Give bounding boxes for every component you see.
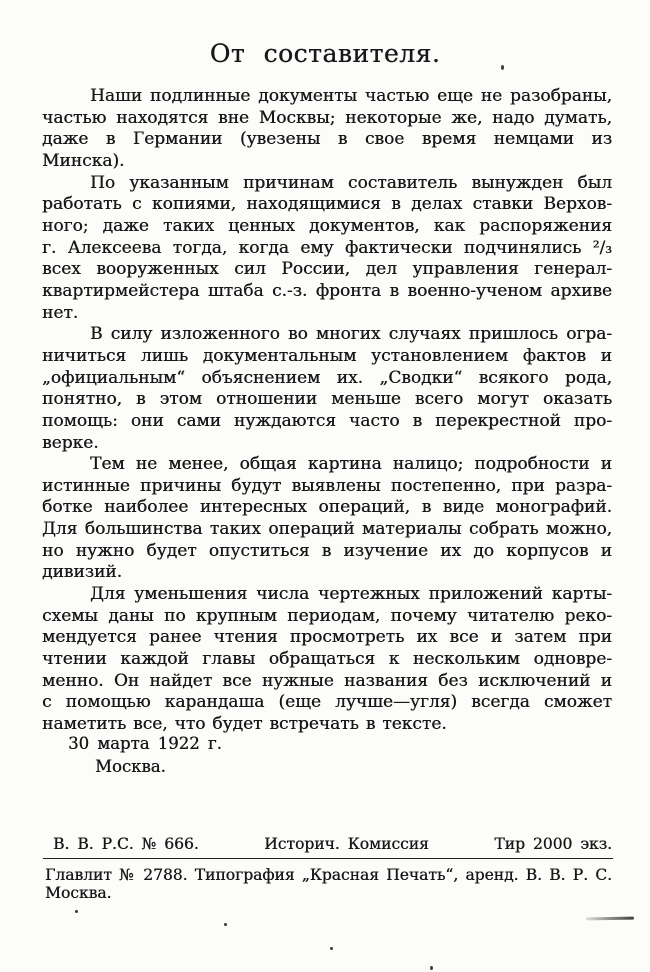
text-line: ничиться лишь документальным установлением фактов и xyxy=(42,345,612,366)
page-title: От составителя. xyxy=(209,39,441,68)
text-line: частью находятся вне Москвы; некоторые же, надо думать, xyxy=(42,107,612,128)
text-line: Тем не менее, общая картина налицо; подробности и xyxy=(90,454,612,475)
text-line: Для уменьшения числа чертежных приложений карты- xyxy=(90,584,612,605)
text-line: всех вооруженных сил России, дел управления генерал- xyxy=(42,259,612,280)
text-line: В силу изложенного во многих случаях пришлось огра- xyxy=(90,324,612,345)
paragraph xyxy=(42,324,612,454)
imprint-center: Историч. Комиссия xyxy=(264,835,429,853)
text-line: наметить все, что будет встречать в тексте. xyxy=(42,714,447,735)
date-block xyxy=(68,733,222,778)
text-line: дивизий. xyxy=(42,562,123,583)
text-line: верке. xyxy=(42,432,99,453)
text-line: ботке наиболее интересных операций, в виде монографий. xyxy=(42,497,612,518)
scan-speck xyxy=(501,65,504,70)
imprint-divider xyxy=(43,858,613,859)
paragraph xyxy=(42,86,612,173)
paragraph xyxy=(42,454,612,584)
text-line: чтении каждой главы обращаться к нескольким одновре- xyxy=(42,649,612,670)
scan-speck xyxy=(430,966,433,970)
text-line: работать с копиями, находящимися в делах ставки Верхов- xyxy=(42,194,612,215)
text-line: г. Алексеева тогда, когда ему фактически подчинялись ²/₃ xyxy=(42,237,612,258)
text-line: „официальным“ объяснением их. „Сводки“ всякого рода, xyxy=(42,367,612,388)
scan-speck xyxy=(75,910,78,913)
text-line: но нужно будет опуститься в изучение их до корпусов и xyxy=(42,540,612,561)
text-line: По указанным причинам составитель вынужден был xyxy=(90,172,612,193)
text-line: Наши подлинные документы частью еще не разобраны, xyxy=(90,86,612,106)
text-line: истинные причины будут выявлены постепенно, при разра- xyxy=(42,475,612,496)
text-line: менно. Он найдет все нужные названия без исключений и xyxy=(42,670,612,691)
text-line: ного; даже таких ценных документов, как распоряжения xyxy=(42,215,612,236)
date-city: Москва. xyxy=(95,756,166,776)
body-text xyxy=(42,86,612,736)
text-line: понятно, в этом отношении меньше всего могут оказать xyxy=(42,389,612,410)
paragraph xyxy=(42,173,612,325)
paragraph xyxy=(42,584,612,736)
scan-speck xyxy=(224,923,227,926)
text-line: нет. xyxy=(42,302,79,323)
text-line: с помощью карандаша (еще лучше—угля) всегда сможет xyxy=(42,692,612,713)
imprint-row xyxy=(53,835,612,853)
date-line: 30 марта 1922 г. xyxy=(68,734,222,753)
scan-speck xyxy=(330,947,333,950)
text-line: помощь: они сами нуждаются часто в перекрестной про- xyxy=(42,410,612,431)
text-line: мендуется ранее чтения просмотреть их все и затем при xyxy=(42,627,612,648)
text-line: схемы даны по крупным периодам, почему читателю реко- xyxy=(42,605,612,626)
text-line: даже в Германии (увезены в свое время немцами из Минска). xyxy=(42,129,612,171)
text-line: Для большинства таких операций материалы собрать можно, xyxy=(42,519,612,540)
imprint-bottom-line: Главлит № 2788. Типография „Красная Печать“, аренд. В. В. Р. С. Москва. xyxy=(45,866,612,902)
imprint-left: В. В. Р.С. № 666. xyxy=(53,835,199,853)
scan-smudge xyxy=(586,917,634,921)
text-line: квартирмейстера штаба с.-з. фронта в военно-ученом архиве xyxy=(42,280,612,301)
imprint-right: Тир 2000 экз. xyxy=(494,835,612,853)
